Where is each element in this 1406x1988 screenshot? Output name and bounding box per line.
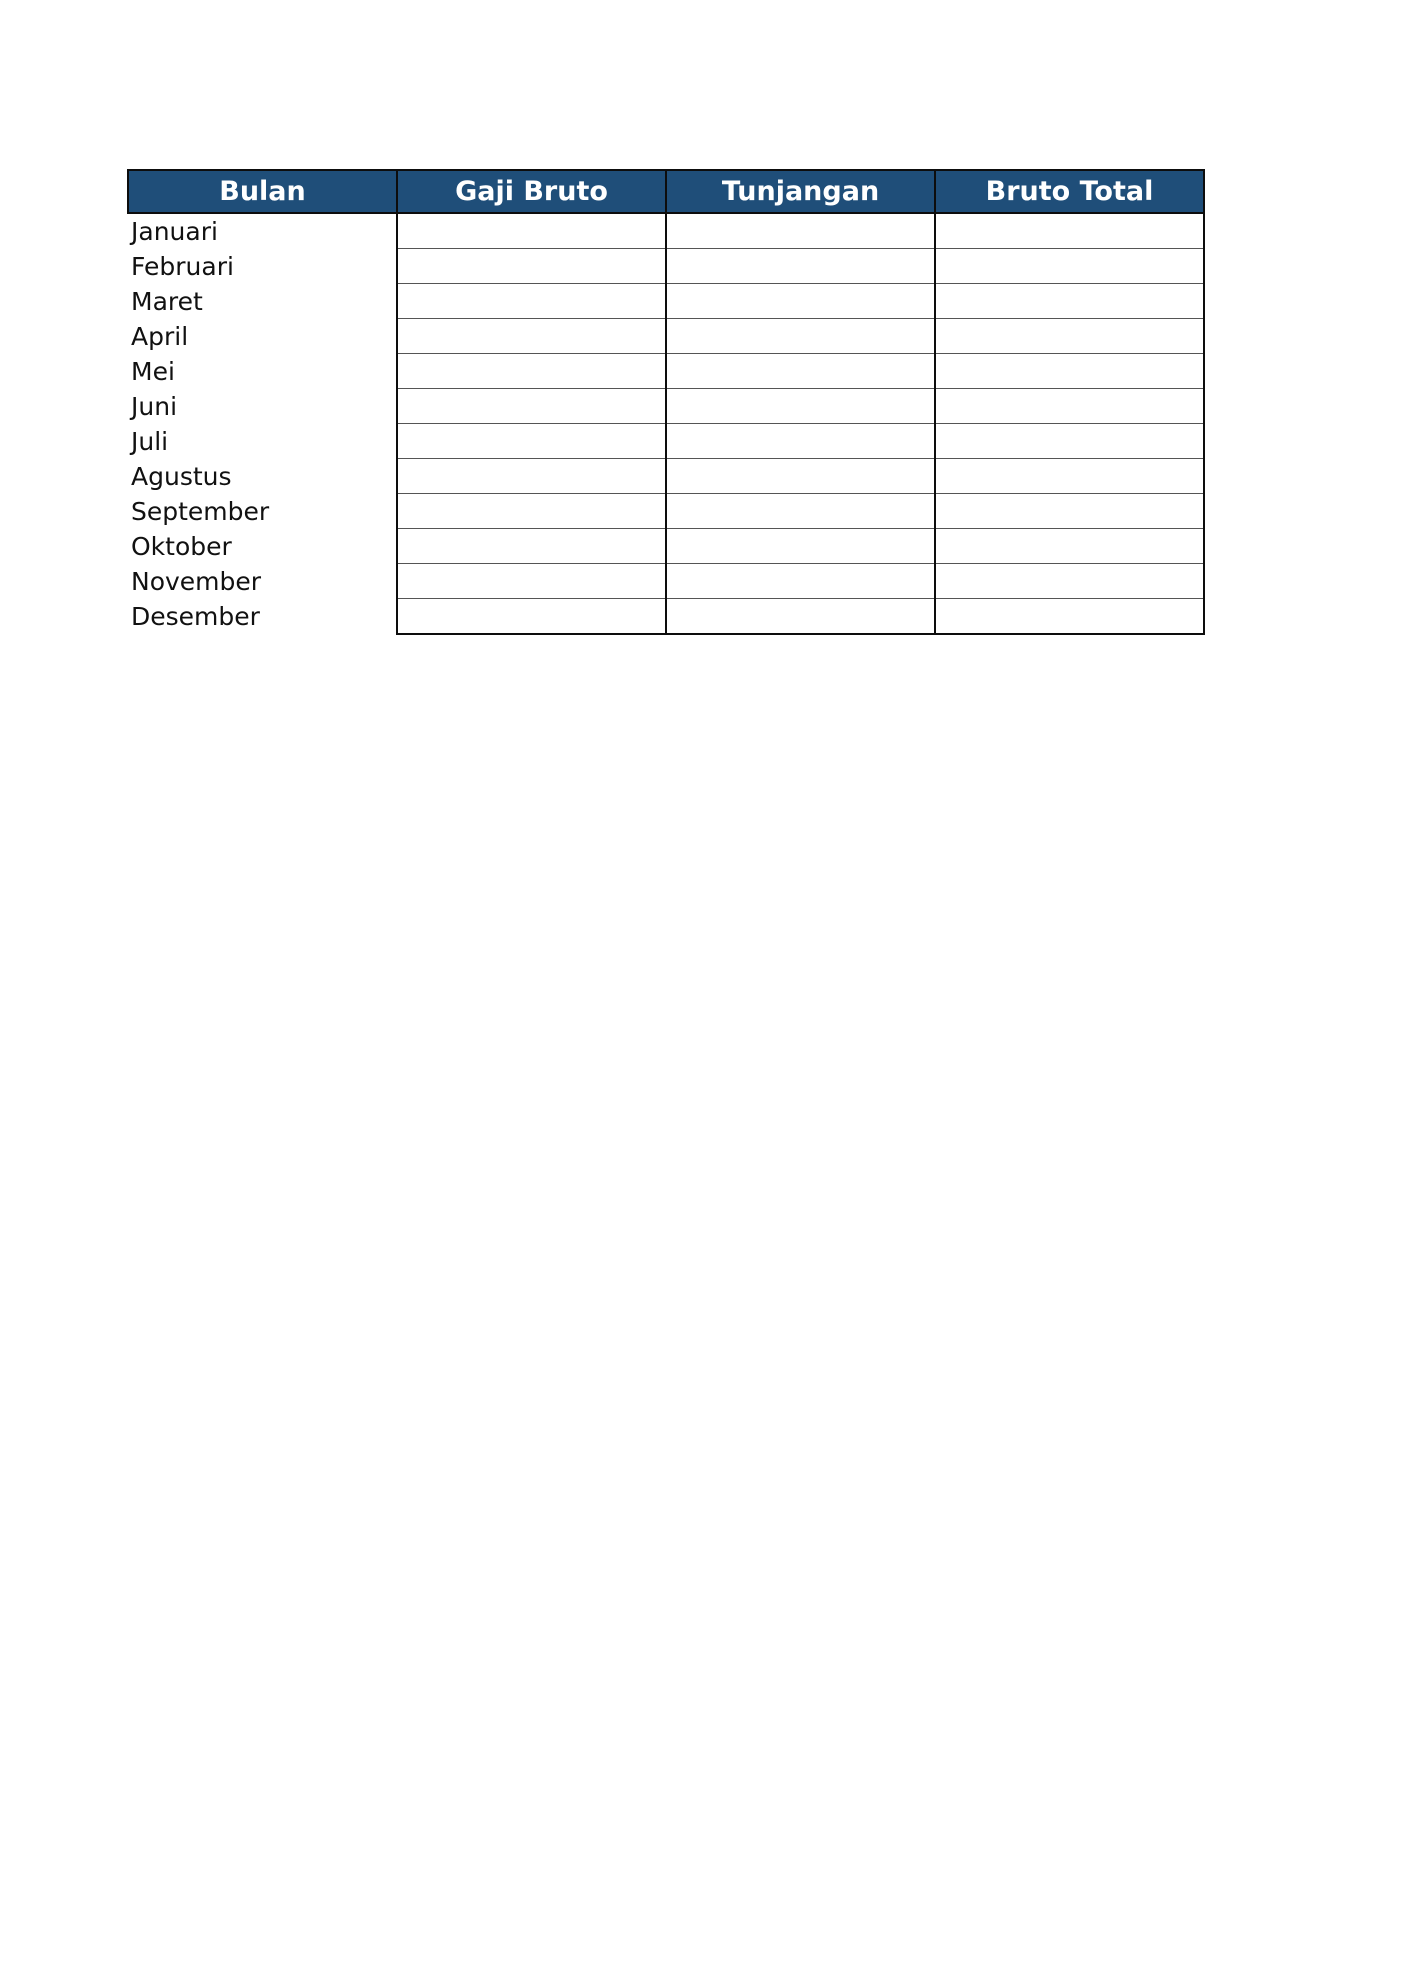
tunjangan-cell[interactable] xyxy=(666,319,935,354)
gaji-bruto-cell[interactable] xyxy=(397,319,666,354)
month-label: Mei xyxy=(131,356,175,386)
bruto-total-cell[interactable] xyxy=(935,389,1204,424)
gaji-bruto-cell[interactable] xyxy=(397,249,666,284)
table-row xyxy=(128,564,1204,599)
gaji-bruto-cell[interactable] xyxy=(397,284,666,319)
header-gaji-bruto: Gaji Bruto xyxy=(397,170,666,213)
month-label: April xyxy=(131,321,189,351)
bruto-total-cell[interactable] xyxy=(935,564,1204,599)
table-row xyxy=(128,424,1204,459)
table-row xyxy=(128,494,1204,529)
tunjangan-cell[interactable] xyxy=(666,284,935,319)
tunjangan-cell[interactable] xyxy=(666,459,935,494)
gaji-bruto-cell[interactable] xyxy=(397,354,666,389)
tunjangan-cell[interactable] xyxy=(666,249,935,284)
tunjangan-cell[interactable] xyxy=(666,529,935,564)
bruto-total-cell[interactable] xyxy=(935,284,1204,319)
table-row xyxy=(128,249,1204,284)
header-bruto-total: Bruto Total xyxy=(935,170,1204,213)
bruto-total-cell[interactable] xyxy=(935,249,1204,284)
month-label: Desember xyxy=(131,601,260,631)
month-label: Maret xyxy=(131,286,203,316)
month-label: September xyxy=(131,496,270,526)
bruto-total-cell[interactable] xyxy=(935,599,1204,635)
month-label: Agustus xyxy=(131,461,232,491)
gaji-bruto-cell[interactable] xyxy=(397,529,666,564)
bruto-total-cell[interactable] xyxy=(935,494,1204,529)
table-row xyxy=(128,459,1204,494)
bruto-total-cell[interactable] xyxy=(935,529,1204,564)
tunjangan-cell[interactable] xyxy=(666,494,935,529)
gaji-bruto-cell[interactable] xyxy=(397,424,666,459)
bruto-total-cell[interactable] xyxy=(935,213,1204,249)
month-label: November xyxy=(131,566,262,596)
gaji-bruto-cell[interactable] xyxy=(397,213,666,249)
table-body xyxy=(128,213,1204,634)
gaji-bruto-cell[interactable] xyxy=(397,494,666,529)
tunjangan-cell[interactable] xyxy=(666,354,935,389)
month-label: Juni xyxy=(131,391,178,421)
table-row xyxy=(128,284,1204,319)
table-row xyxy=(128,599,1204,635)
month-label: Februari xyxy=(131,251,234,281)
header-row xyxy=(128,170,1204,213)
bruto-total-cell[interactable] xyxy=(935,354,1204,389)
header-bulan: Bulan xyxy=(128,170,397,213)
tunjangan-cell[interactable] xyxy=(666,213,935,249)
tunjangan-cell[interactable] xyxy=(666,424,935,459)
gaji-bruto-cell[interactable] xyxy=(397,459,666,494)
bruto-total-cell[interactable] xyxy=(935,424,1204,459)
tunjangan-cell[interactable] xyxy=(666,564,935,599)
table-row xyxy=(128,529,1204,564)
gaji-bruto-cell[interactable] xyxy=(397,564,666,599)
gaji-bruto-cell[interactable] xyxy=(397,599,666,635)
table-row xyxy=(128,354,1204,389)
gaji-bruto-cell[interactable] xyxy=(397,389,666,424)
month-label: Juli xyxy=(131,426,169,456)
month-label: Januari xyxy=(131,216,218,246)
table-row xyxy=(128,213,1204,249)
tunjangan-cell[interactable] xyxy=(666,389,935,424)
tunjangan-cell[interactable] xyxy=(666,599,935,635)
bruto-total-cell[interactable] xyxy=(935,319,1204,354)
table-row xyxy=(128,389,1204,424)
header-tunjangan: Tunjangan xyxy=(666,170,935,213)
month-label: Oktober xyxy=(131,531,232,561)
salary-table xyxy=(127,169,1205,635)
bruto-total-cell[interactable] xyxy=(935,459,1204,494)
table-row xyxy=(128,319,1204,354)
